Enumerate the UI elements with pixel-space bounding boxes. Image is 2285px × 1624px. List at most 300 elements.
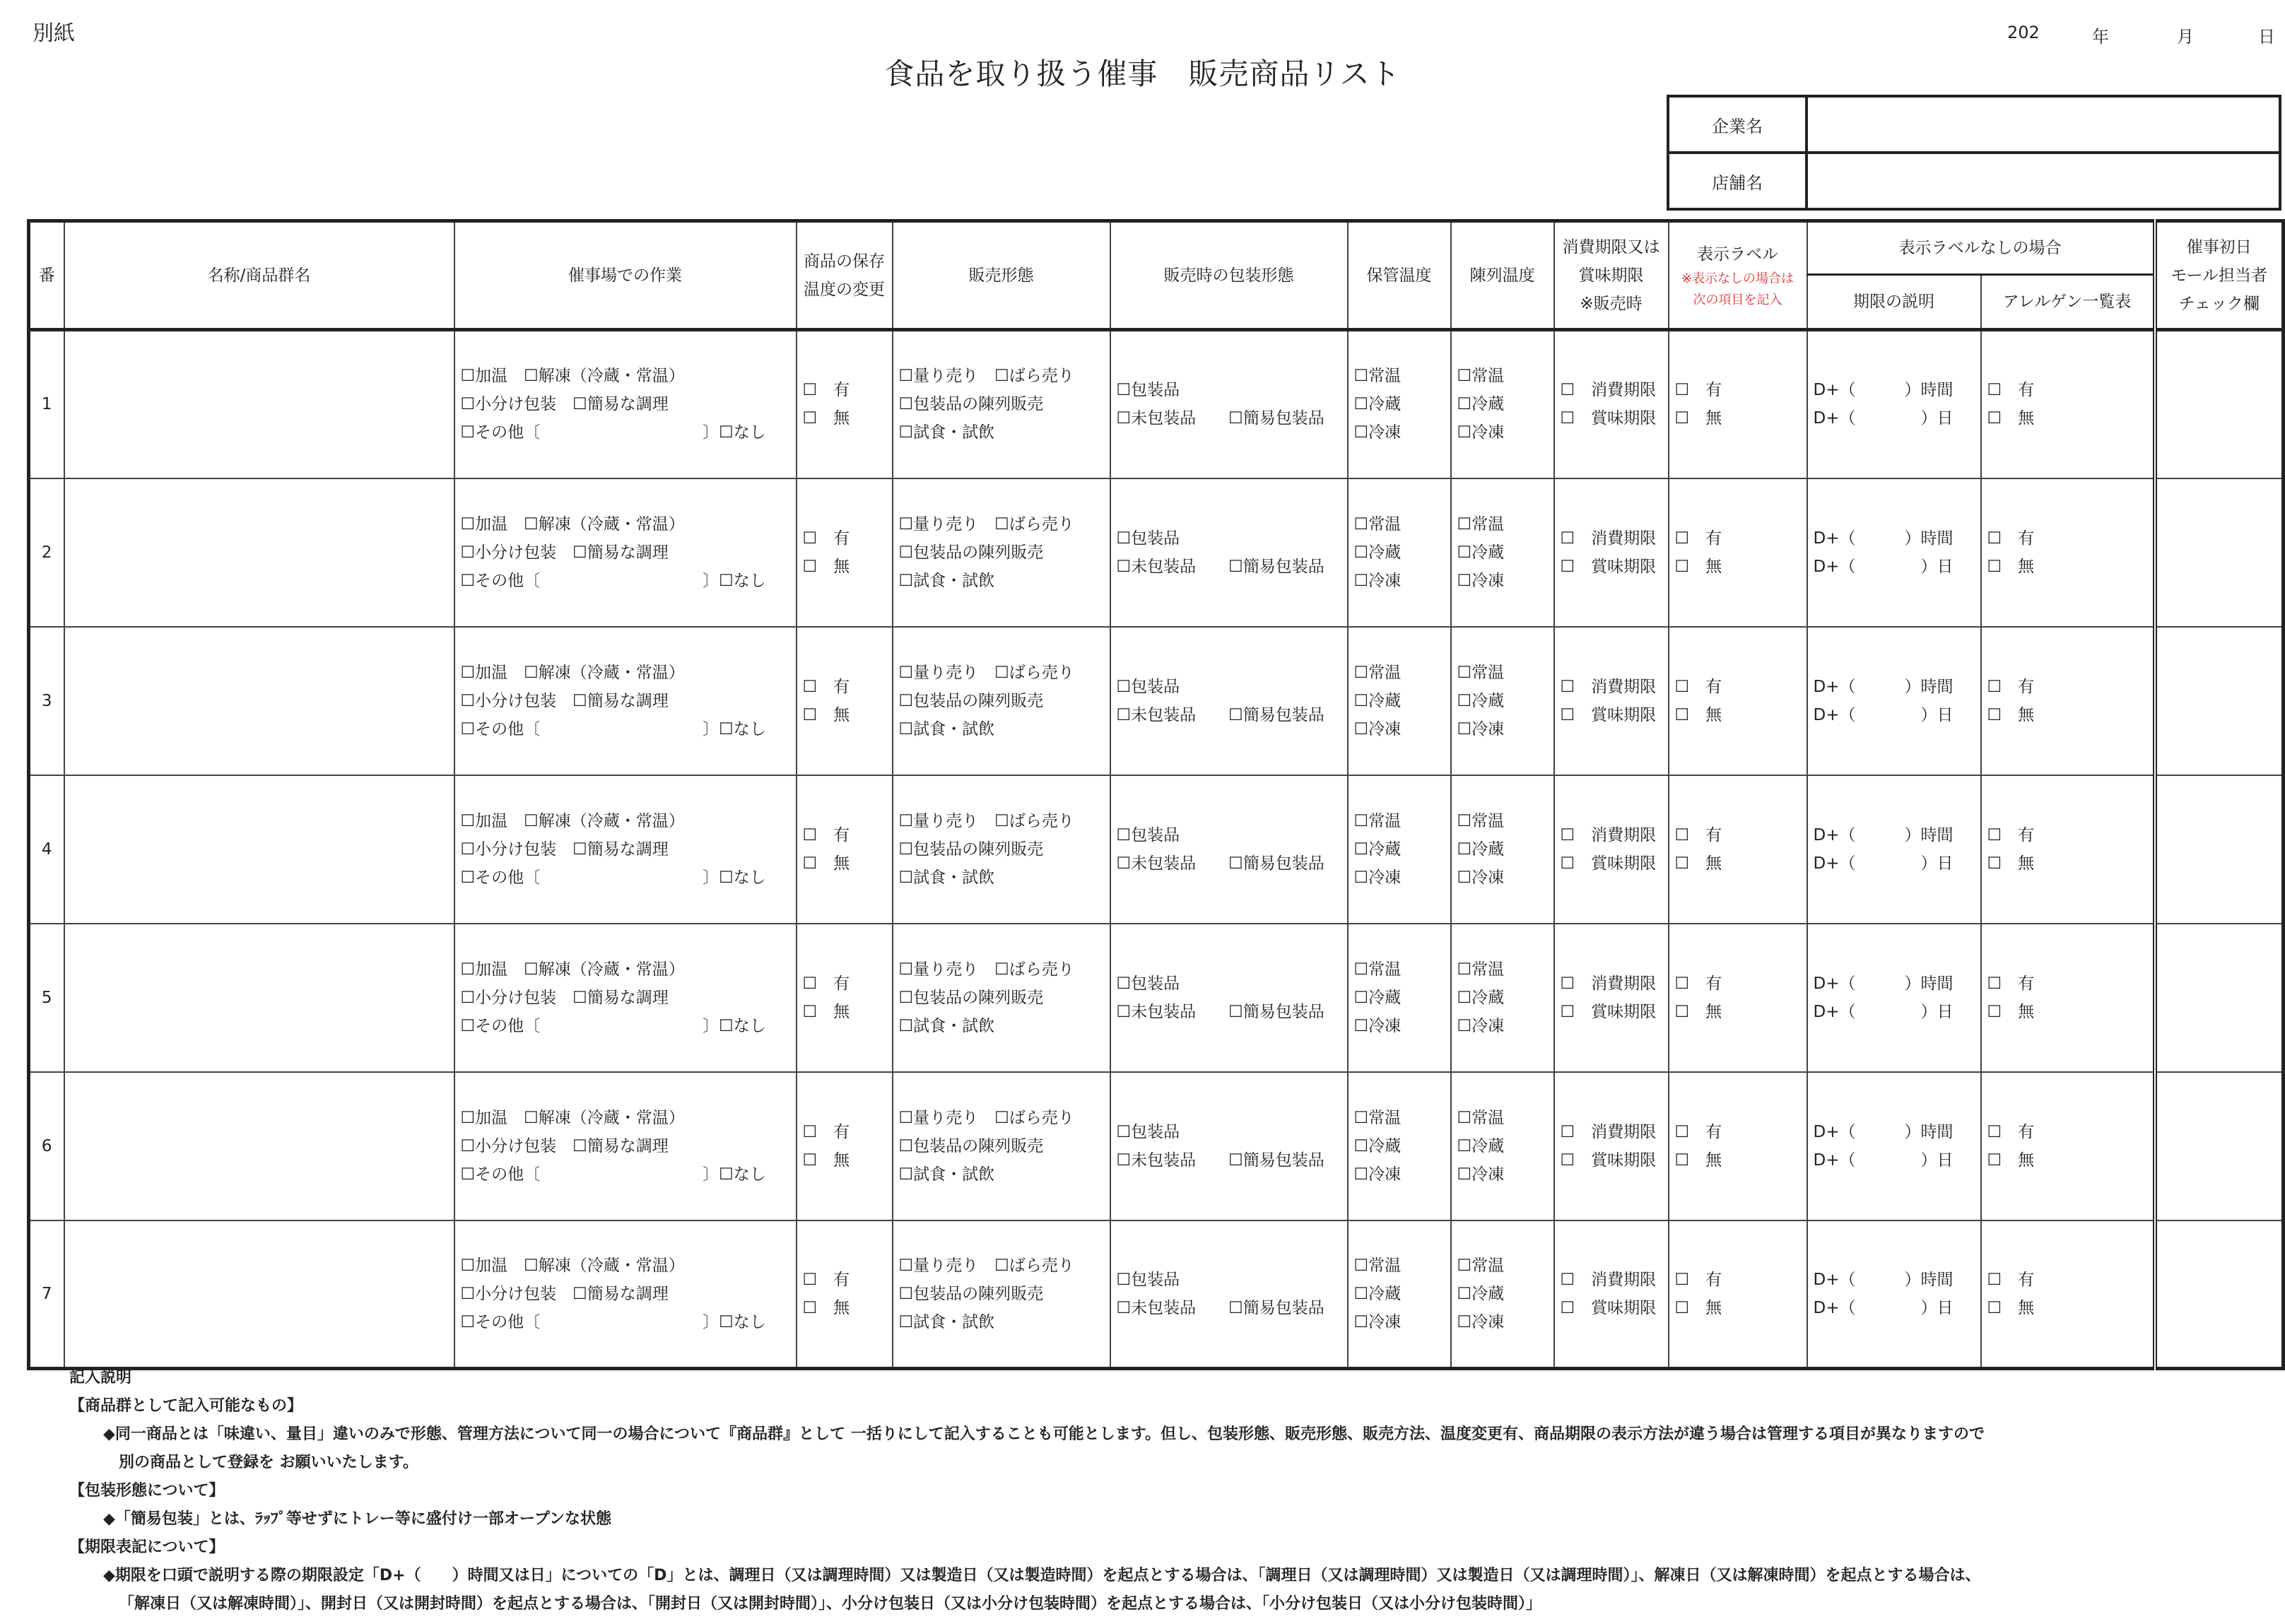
option-line[interactable]: ☐冷凍 (1457, 719, 1505, 739)
header-no-label-group: 表示ラベルなしの場合 (1807, 221, 2155, 275)
option-line[interactable]: ☐未包装品 ☐簡易包装品 (1116, 409, 1324, 428)
page-title: 食品を取り扱う催事 販売商品リスト (884, 57, 1401, 91)
option-line[interactable]: ☐ 無 (1674, 1002, 1722, 1021)
option-line[interactable]: ☐ 賞味期限 (1560, 705, 1657, 724)
option-line[interactable]: ☐ 賞味期限 (1560, 1151, 1657, 1170)
period-desc-fields[interactable] (1807, 627, 1981, 775)
option-line[interactable]: ☐冷蔵 (1457, 988, 1505, 1007)
option-line[interactable]: ☐冷蔵 (1353, 543, 1402, 562)
option-line[interactable]: ☐小分け包装 ☐簡易な調理 (460, 988, 669, 1007)
option-line[interactable]: ☐ 有 (802, 381, 850, 400)
work-options[interactable] (454, 924, 797, 1072)
period-desc-fields[interactable] (1807, 924, 1981, 1072)
packaging-options[interactable] (1110, 775, 1348, 924)
option-line[interactable]: ☐冷凍 (1457, 868, 1505, 887)
option-line[interactable]: ☐常温 (1353, 514, 1402, 534)
option-line[interactable]: ☐包装品の陳列販売 (898, 691, 1044, 710)
option-line[interactable]: ☐加温 ☐解凍（冷蔵・常温） (460, 514, 685, 534)
date-area (2007, 23, 2275, 51)
option-line[interactable]: ☐ 有 (1674, 825, 1722, 845)
display-temp-options[interactable] (1451, 330, 1554, 478)
temp-change-options[interactable] (797, 775, 893, 924)
allergen-options[interactable] (1981, 1220, 2155, 1369)
storage-temp-options[interactable] (1348, 1220, 1451, 1369)
expiry-options[interactable] (1554, 775, 1669, 924)
option-line[interactable]: ☐ 賞味期限 (1560, 409, 1657, 428)
option-line[interactable]: ☐冷蔵 (1353, 988, 1402, 1007)
product-name-cell[interactable] (64, 627, 454, 775)
sale-form-options[interactable] (893, 1072, 1110, 1220)
packaging-options[interactable] (1110, 1220, 1348, 1369)
storage-temp-options[interactable] (1348, 627, 1451, 775)
product-list-table (27, 219, 2285, 1370)
header-expiry: 消費期限又は 賞味期限 ※販売時 (1554, 221, 1669, 330)
option-line[interactable]: ☐冷蔵 (1457, 1284, 1505, 1303)
storage-temp-options[interactable] (1348, 1072, 1451, 1220)
option-line[interactable]: ☐包装品 (1116, 381, 1180, 400)
option-line[interactable]: ☐量り売り ☐ばら売り (898, 811, 1074, 830)
option-line[interactable]: ☐ 無 (1674, 1298, 1722, 1317)
option-line[interactable]: ☐試食・試飲 (898, 719, 995, 739)
header-name: 名称/商品群名 (64, 221, 454, 330)
check-cell[interactable] (2155, 924, 2284, 1072)
header-allergen: アレルゲン一覧表 (1981, 275, 2155, 330)
option-line[interactable]: ☐冷蔵 (1353, 840, 1402, 859)
option-line[interactable]: ☐ 有 (1987, 974, 2035, 993)
temp-change-options[interactable] (797, 1220, 893, 1369)
table-row (29, 627, 2284, 775)
row-number: 6 (29, 1072, 64, 1220)
option-line[interactable]: ☐量り売り ☐ばら売り (898, 960, 1074, 979)
option-line[interactable]: ☐ 賞味期限 (1560, 854, 1657, 873)
option-line[interactable]: ☐小分け包装 ☐簡易な調理 (460, 1136, 669, 1155)
option-line[interactable]: ☐ 無 (802, 854, 850, 873)
product-name-cell[interactable] (64, 1072, 454, 1220)
option-line[interactable]: ☐試食・試飲 (898, 868, 995, 887)
option-line[interactable]: ☐ 有 (802, 529, 850, 548)
option-line[interactable]: ☐ 有 (1987, 677, 2035, 696)
row-number: 1 (29, 330, 64, 478)
option-line[interactable]: ☐ 消費期限 (1560, 677, 1657, 696)
allergen-options[interactable] (1981, 924, 2155, 1072)
option-line[interactable]: ☐ 有 (1987, 1122, 2035, 1141)
option-line[interactable]: D+（ ）時間 (1813, 529, 1954, 548)
period-desc-fields[interactable] (1807, 330, 1981, 478)
option-line[interactable]: ☐ 無 (802, 1298, 850, 1317)
option-line[interactable]: ☐冷蔵 (1457, 840, 1505, 859)
header-display-temp: 陳列温度 (1451, 221, 1554, 330)
sale-form-options[interactable] (893, 478, 1110, 627)
option-line[interactable]: D+（ ）日 (1813, 409, 1954, 428)
option-line[interactable]: ☐加温 ☐解凍（冷蔵・常温） (460, 960, 685, 979)
option-line[interactable]: ☐常温 (1353, 1108, 1402, 1127)
label-note: ※表示なしの場合は 次の項目を記入 (1681, 271, 1794, 307)
option-line[interactable]: ☐ 無 (802, 1002, 850, 1021)
option-line[interactable]: ☐ 有 (1987, 825, 2035, 845)
product-name-cell[interactable] (64, 924, 454, 1072)
packaging-options[interactable] (1110, 627, 1348, 775)
option-line[interactable]: ☐小分け包装 ☐簡易な調理 (460, 691, 669, 710)
option-line[interactable]: ☐量り売り ☐ばら売り (898, 663, 1074, 682)
option-line[interactable]: ☐冷蔵 (1457, 691, 1505, 710)
work-options[interactable] (454, 478, 797, 627)
option-line[interactable]: ☐冷蔵 (1457, 543, 1505, 562)
option-line[interactable]: ☐包装品 (1116, 529, 1180, 548)
option-line[interactable]: ☐小分け包装 ☐簡易な調理 (460, 1284, 669, 1303)
expiry-options[interactable] (1554, 924, 1669, 1072)
header-check: 催事初日 モール担当者 チェック欄 (2155, 221, 2284, 330)
expiry-options[interactable] (1554, 1072, 1669, 1220)
product-name-cell[interactable] (64, 478, 454, 627)
table-row (29, 1220, 2284, 1369)
row-number: 5 (29, 924, 64, 1072)
display-temp-options[interactable] (1451, 775, 1554, 924)
option-line[interactable]: ☐量り売り ☐ばら売り (898, 1256, 1074, 1275)
period-desc-fields[interactable] (1807, 775, 1981, 924)
option-line[interactable]: ☐ 有 (1987, 381, 2035, 400)
date-month-unit: 月 (2177, 27, 2194, 47)
option-line[interactable]: ☐ 消費期限 (1560, 529, 1657, 548)
header-label: 表示ラベル ※表示なしの場合は 次の項目を記入 (1669, 221, 1807, 330)
option-line[interactable]: ☐冷蔵 (1457, 1136, 1505, 1155)
option-line[interactable]: ☐量り売り ☐ばら売り (898, 514, 1074, 534)
notes-sec2-line1: ◆「簡易包装」とは、ﾗｯﾌﾟ等せずにトレー等に盛付け一部オープンな状態 (103, 1510, 611, 1528)
option-line[interactable]: D+（ ）日 (1813, 1298, 1954, 1317)
option-line[interactable]: ☐包装品の陳列販売 (898, 543, 1044, 562)
option-line[interactable]: ☐加温 ☐解凍（冷蔵・常温） (460, 811, 685, 830)
option-line[interactable]: ☐ 無 (1987, 409, 2035, 428)
option-line[interactable]: ☐常温 (1457, 960, 1505, 979)
packaging-options[interactable] (1110, 478, 1348, 627)
option-line[interactable]: ☐小分け包装 ☐簡易な調理 (460, 840, 669, 859)
label-options[interactable] (1669, 924, 1807, 1072)
option-line[interactable]: ☐冷凍 (1457, 1016, 1505, 1035)
option-line[interactable]: ☐小分け包装 ☐簡易な調理 (460, 543, 669, 562)
packaging-options[interactable] (1110, 1072, 1348, 1220)
product-name-cell[interactable] (64, 330, 454, 478)
option-line[interactable]: ☐冷凍 (1353, 571, 1402, 590)
option-line[interactable]: D+（ ）時間 (1813, 381, 1954, 400)
display-temp-options[interactable] (1451, 1072, 1554, 1220)
option-line[interactable]: D+（ ）日 (1813, 557, 1954, 576)
expiry-options[interactable] (1554, 1220, 1669, 1369)
option-line[interactable]: ☐包装品 (1116, 1270, 1180, 1289)
option-line[interactable]: ☐ 賞味期限 (1560, 1002, 1657, 1021)
store-name-field[interactable] (1807, 153, 2280, 209)
option-line[interactable]: ☐ 有 (1674, 529, 1722, 548)
storage-temp-options[interactable] (1348, 478, 1451, 627)
period-desc-fields[interactable] (1807, 1220, 1981, 1369)
option-line[interactable]: ☐ 有 (802, 825, 850, 845)
date-year-unit: 年 (2092, 27, 2109, 47)
option-line[interactable]: ☐未包装品 ☐簡易包装品 (1116, 1002, 1324, 1021)
option-line[interactable]: ☐ 無 (1987, 1298, 2035, 1317)
option-line[interactable]: ☐ 無 (1987, 705, 2035, 724)
notes-sec3-line2: 「解凍日（又は解凍時間）」、開封日（又は開封時間）を起点とする場合は、「開封日（又は開封時間）」、小分け包装日（又は小分け包装時間）を起点とする場合は、「小分け包装日（又は小分け包装時間）」 (119, 1595, 1542, 1613)
option-line[interactable]: ☐未包装品 ☐簡易包装品 (1116, 705, 1324, 724)
option-line[interactable]: ☐冷凍 (1353, 719, 1402, 739)
check-cell[interactable] (2155, 478, 2284, 627)
option-line[interactable]: ☐ 無 (1987, 1002, 2035, 1021)
option-line[interactable]: ☐量り売り ☐ばら売り (898, 367, 1074, 386)
option-line[interactable]: ☐未包装品 ☐簡易包装品 (1116, 1151, 1324, 1170)
option-line[interactable]: ☐ 賞味期限 (1560, 557, 1657, 576)
option-line[interactable]: D+（ ）日 (1813, 1151, 1954, 1170)
option-line[interactable]: ☐包装品の陳列販売 (898, 840, 1044, 859)
option-line[interactable]: ☐包装品の陳列販売 (898, 1284, 1044, 1303)
allergen-options[interactable] (1981, 478, 2155, 627)
option-line[interactable]: ☐ 無 (802, 1151, 850, 1170)
option-line[interactable]: ☐包装品の陳列販売 (898, 395, 1044, 414)
table-row (29, 330, 2284, 478)
option-line[interactable]: ☐試食・試飲 (898, 423, 995, 442)
option-line[interactable]: ☐包装品 (1116, 825, 1180, 845)
option-line[interactable]: ☐ 無 (802, 705, 850, 724)
header-no: 番 (29, 221, 64, 330)
option-line[interactable]: ☐ 賞味期限 (1560, 1298, 1657, 1317)
option-line[interactable]: ☐冷凍 (1457, 1312, 1505, 1331)
option-line[interactable]: ☐ 有 (1987, 529, 2035, 548)
product-name-cell[interactable] (64, 775, 454, 924)
option-line[interactable]: ☐量り売り ☐ばら売り (898, 1108, 1074, 1127)
row-number: 2 (29, 478, 64, 627)
option-line[interactable]: ☐冷凍 (1457, 571, 1505, 590)
display-temp-options[interactable] (1451, 1220, 1554, 1369)
label-options[interactable] (1669, 1072, 1807, 1220)
option-line[interactable]: ☐ 無 (1987, 557, 2035, 576)
option-line[interactable]: ☐ 有 (1674, 381, 1722, 400)
option-line[interactable]: ☐ 有 (1674, 1270, 1722, 1289)
option-line[interactable]: D+（ ）日 (1813, 854, 1954, 873)
option-line[interactable]: ☐冷凍 (1353, 1016, 1402, 1035)
work-options[interactable] (454, 330, 797, 478)
check-cell[interactable] (2155, 330, 2284, 478)
label-options[interactable] (1669, 775, 1807, 924)
header-work: 催事場での作業 (454, 221, 797, 330)
work-options[interactable] (454, 1220, 797, 1369)
store-label: 店舗名 (1668, 153, 1807, 209)
option-line[interactable]: ☐その他〔 〕☐なし (460, 571, 766, 590)
option-line[interactable]: ☐ 無 (1674, 557, 1722, 576)
storage-temp-options[interactable] (1348, 330, 1451, 478)
label-options[interactable] (1669, 478, 1807, 627)
notes-sec1-title: 【商品群として記入可能なもの】 (69, 1397, 303, 1415)
label-options[interactable] (1669, 627, 1807, 775)
option-line[interactable]: ☐常温 (1353, 811, 1402, 830)
option-line[interactable]: ☐冷凍 (1457, 423, 1505, 442)
label-options[interactable] (1669, 1220, 1807, 1369)
temp-change-options[interactable] (797, 627, 893, 775)
date-day-unit: 日 (2258, 27, 2275, 47)
option-line[interactable]: ☐ 有 (1674, 677, 1722, 696)
allergen-options[interactable] (1981, 775, 2155, 924)
option-line[interactable]: ☐ 消費期限 (1560, 825, 1657, 845)
row-number: 7 (29, 1220, 64, 1369)
option-line[interactable]: ☐加温 ☐解凍（冷蔵・常温） (460, 1256, 685, 1275)
option-line[interactable]: D+（ ）時間 (1813, 1270, 1954, 1289)
option-line[interactable]: ☐その他〔 〕☐なし (460, 719, 766, 739)
option-line[interactable]: ☐ 有 (802, 974, 850, 993)
header-packaging: 販売時の包装形態 (1110, 221, 1348, 330)
option-line[interactable]: ☐冷蔵 (1353, 395, 1402, 414)
packaging-options[interactable] (1110, 924, 1348, 1072)
display-temp-options[interactable] (1451, 627, 1554, 775)
allergen-options[interactable] (1981, 627, 2155, 775)
option-line[interactable]: ☐常温 (1353, 663, 1402, 682)
option-line[interactable]: ☐冷蔵 (1353, 691, 1402, 710)
period-desc-fields[interactable] (1807, 1072, 1981, 1220)
option-line[interactable]: ☐その他〔 〕☐なし (460, 1165, 766, 1184)
table-row (29, 1072, 2284, 1220)
option-line[interactable]: ☐小分け包装 ☐簡易な調理 (460, 395, 669, 414)
period-desc-fields[interactable] (1807, 478, 1981, 627)
option-line[interactable]: D+（ ）時間 (1813, 825, 1954, 845)
option-line[interactable]: ☐加温 ☐解凍（冷蔵・常温） (460, 663, 685, 682)
doc-label: 別紙 (33, 21, 75, 46)
header-period-desc: 期限の説明 (1807, 275, 1981, 330)
check-cell[interactable] (2155, 627, 2284, 775)
company-info-table (1667, 95, 2281, 211)
option-line[interactable]: ☐ 無 (1674, 854, 1722, 873)
option-line[interactable]: ☐未包装品 ☐簡易包装品 (1116, 557, 1324, 576)
company-label: 企業名 (1668, 96, 1807, 153)
product-name-cell[interactable] (64, 1220, 454, 1369)
option-line[interactable]: ☐ 有 (1674, 1122, 1722, 1141)
temp-change-options[interactable] (797, 924, 893, 1072)
option-line[interactable]: ☐その他〔 〕☐なし (460, 423, 766, 442)
option-line[interactable]: ☐ 無 (802, 557, 850, 576)
option-line[interactable]: ☐包装品 (1116, 974, 1180, 993)
option-line[interactable]: ☐常温 (1457, 811, 1505, 830)
option-line[interactable]: D+（ ）日 (1813, 1002, 1954, 1021)
option-line[interactable]: ☐未包装品 ☐簡易包装品 (1116, 854, 1324, 873)
storage-temp-options[interactable] (1348, 924, 1451, 1072)
work-options[interactable] (454, 627, 797, 775)
option-line[interactable]: ☐包装品の陳列販売 (898, 988, 1044, 1007)
option-line[interactable]: ☐包装品の陳列販売 (898, 1136, 1044, 1155)
option-line[interactable]: ☐加温 ☐解凍（冷蔵・常温） (460, 1108, 685, 1127)
date-year: 202 (2007, 23, 2040, 42)
row-number: 4 (29, 775, 64, 924)
label-options[interactable] (1669, 330, 1807, 478)
option-line[interactable]: ☐冷蔵 (1353, 1136, 1402, 1155)
temp-change-options[interactable] (797, 330, 893, 478)
option-line[interactable]: ☐その他〔 〕☐なし (460, 868, 766, 887)
option-line[interactable]: ☐冷凍 (1457, 1165, 1505, 1184)
option-line[interactable]: ☐包装品 (1116, 1122, 1180, 1141)
check-cell[interactable] (2155, 1220, 2284, 1369)
check-cell[interactable] (2155, 1072, 2284, 1220)
option-line[interactable]: ☐冷凍 (1353, 1312, 1402, 1331)
option-line[interactable]: ☐その他〔 〕☐なし (460, 1016, 766, 1035)
option-line[interactable]: ☐ 消費期限 (1560, 1270, 1657, 1289)
display-temp-options[interactable] (1451, 478, 1554, 627)
sale-form-options[interactable] (893, 1220, 1110, 1369)
sale-form-options[interactable] (893, 924, 1110, 1072)
temp-change-options[interactable] (797, 1072, 893, 1220)
option-line[interactable]: ☐試食・試飲 (898, 1165, 995, 1184)
option-line[interactable]: ☐その他〔 〕☐なし (460, 1312, 766, 1331)
display-temp-options[interactable] (1451, 924, 1554, 1072)
work-options[interactable] (454, 1072, 797, 1220)
option-line[interactable]: D+（ ）日 (1813, 705, 1954, 724)
option-line[interactable]: ☐常温 (1457, 663, 1505, 682)
check-cell[interactable] (2155, 775, 2284, 924)
option-line[interactable]: ☐冷凍 (1353, 423, 1402, 442)
option-line[interactable]: D+（ ）時間 (1813, 974, 1954, 993)
temp-change-options[interactable] (797, 478, 893, 627)
option-line[interactable]: D+（ ）時間 (1813, 1122, 1954, 1141)
allergen-options[interactable] (1981, 1072, 2155, 1220)
option-line[interactable]: ☐ 無 (1674, 1151, 1722, 1170)
option-line[interactable]: ☐冷蔵 (1353, 1284, 1402, 1303)
option-line[interactable]: ☐試食・試飲 (898, 1016, 995, 1035)
header-temp-change: 商品の保存 温度の変更 (797, 221, 893, 330)
option-line[interactable]: ☐ 消費期限 (1560, 1122, 1657, 1141)
option-line[interactable]: ☐常温 (1457, 1108, 1505, 1127)
notes-sec3-title: 【期限表記について】 (69, 1538, 225, 1556)
option-line[interactable]: ☐ 有 (1674, 974, 1722, 993)
storage-temp-options[interactable] (1348, 775, 1451, 924)
sale-form-options[interactable] (893, 775, 1110, 924)
option-line[interactable]: ☐ 有 (802, 1122, 850, 1141)
option-line[interactable]: ☐常温 (1457, 1256, 1505, 1275)
expiry-options[interactable] (1554, 627, 1669, 775)
option-line[interactable]: ☐包装品 (1116, 677, 1180, 696)
option-line[interactable]: ☐未包装品 ☐簡易包装品 (1116, 1298, 1324, 1317)
option-line[interactable]: ☐試食・試飲 (898, 1312, 995, 1331)
option-line[interactable]: ☐常温 (1353, 960, 1402, 979)
row-number: 3 (29, 627, 64, 775)
notes-sec1-line1: ◆同一商品とは「味違い、量目」違いのみで形態、管理方法について同一の場合について『商品群』として 一括りにして記入することも可能とします。但し、包装形態、販売形態、販売方法、温度変更有、商品期限の表示方法が違う場合は管理する項目が異なりますので (103, 1425, 1985, 1443)
option-line[interactable]: ☐ 無 (1674, 705, 1722, 724)
notes-heading: 記入説明 (69, 1369, 132, 1387)
expiry-options[interactable] (1554, 478, 1669, 627)
header-storage-temp: 保管温度 (1348, 221, 1451, 330)
option-line[interactable]: ☐常温 (1457, 367, 1505, 386)
option-line[interactable]: ☐ 無 (1987, 1151, 2035, 1170)
option-line[interactable]: ☐加温 ☐解凍（冷蔵・常温） (460, 367, 685, 386)
option-line[interactable]: ☐試食・試飲 (898, 571, 995, 590)
notes-sec2-title: 【包装形態について】 (69, 1482, 225, 1500)
option-line[interactable]: ☐ 有 (802, 677, 850, 696)
option-line[interactable]: ☐冷凍 (1353, 1165, 1402, 1184)
option-line[interactable]: ☐常温 (1353, 367, 1402, 386)
option-line[interactable]: ☐ 無 (1987, 854, 2035, 873)
option-line[interactable]: ☐冷凍 (1353, 868, 1402, 887)
option-line[interactable]: ☐常温 (1353, 1256, 1402, 1275)
option-line[interactable]: ☐ 消費期限 (1560, 974, 1657, 993)
table-row (29, 924, 2284, 1072)
option-line[interactable]: ☐ 無 (1674, 409, 1722, 428)
packaging-options[interactable] (1110, 330, 1348, 478)
header-sale-form: 販売形態 (893, 221, 1110, 330)
option-line[interactable]: ☐ 有 (802, 1270, 850, 1289)
work-options[interactable] (454, 775, 797, 924)
option-line[interactable]: ☐冷蔵 (1457, 395, 1505, 414)
table-row (29, 775, 2284, 924)
option-line[interactable]: ☐ 有 (1987, 1270, 2035, 1289)
option-line[interactable]: ☐常温 (1457, 514, 1505, 534)
option-line[interactable]: D+（ ）時間 (1813, 677, 1954, 696)
option-line[interactable]: ☐ 消費期限 (1560, 381, 1657, 400)
sale-form-options[interactable] (893, 330, 1110, 478)
option-line[interactable]: ☐ 無 (802, 409, 850, 428)
allergen-options[interactable] (1981, 330, 2155, 478)
expiry-options[interactable] (1554, 330, 1669, 478)
company-name-field[interactable] (1807, 96, 2280, 153)
sale-form-options[interactable] (893, 627, 1110, 775)
